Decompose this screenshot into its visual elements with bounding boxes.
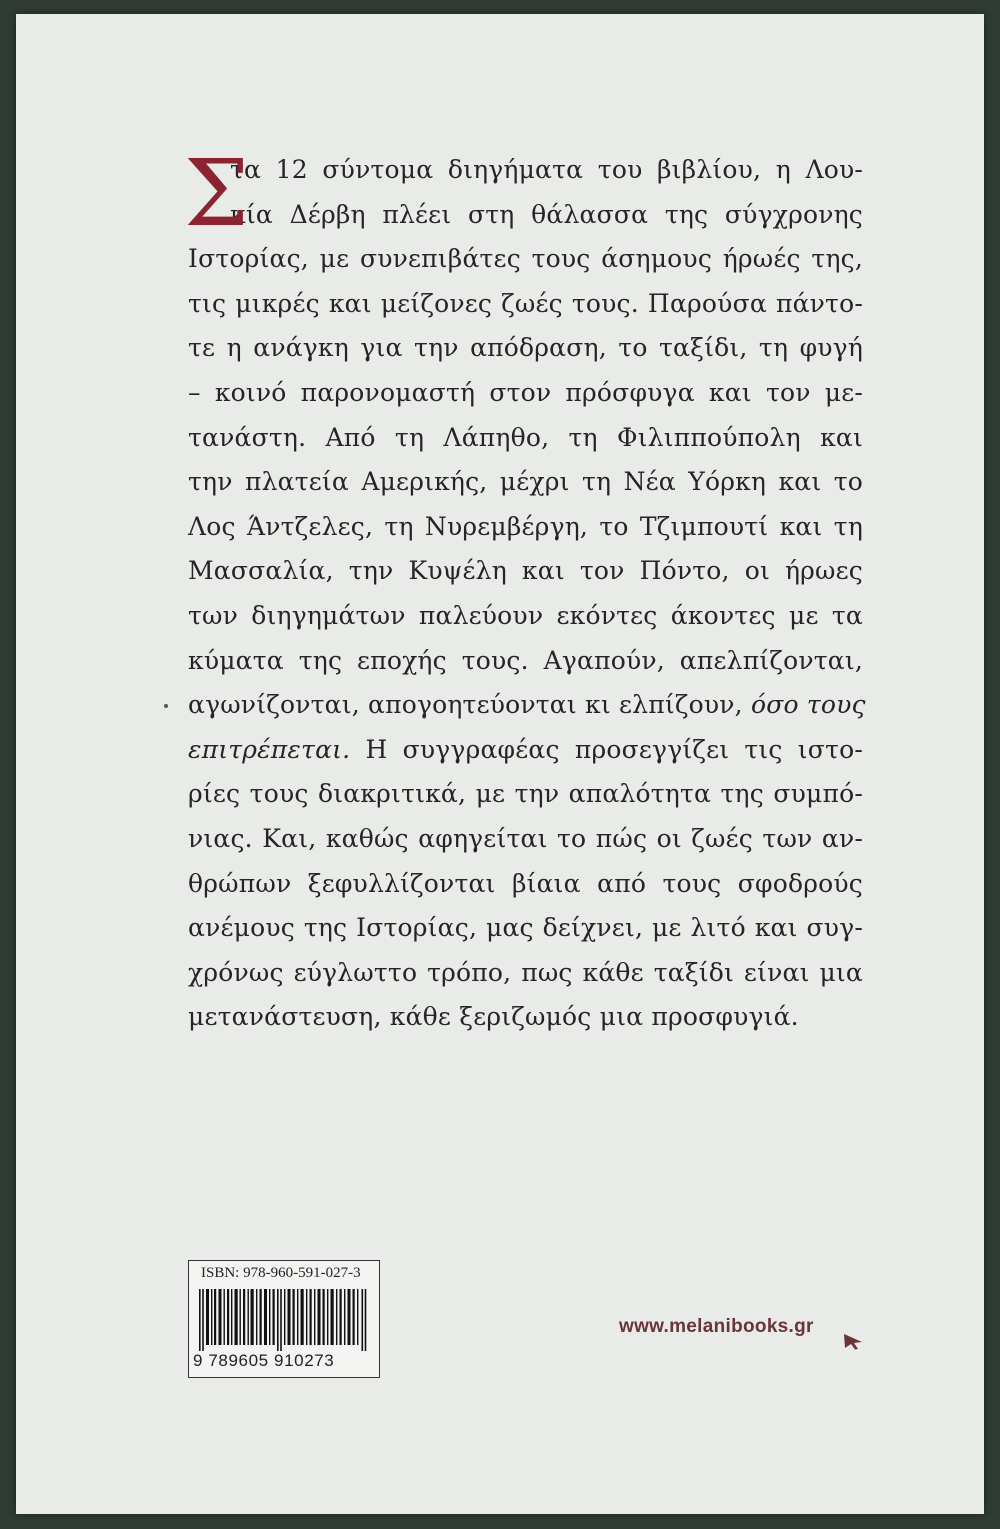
- blurb-line: των διηγημάτων παλεύουν εκόντες άκοντες με τα: [188, 600, 863, 630]
- blurb-text-normal: αγωνίζονται, απογοητεύονται κι ελπίζουν,: [188, 690, 751, 720]
- isbn-label: ISBN: 978-960-591-027-3: [201, 1265, 361, 1281]
- blurb-line: [188, 728, 863, 773]
- barcode-icon: [199, 1289, 367, 1351]
- blurb-line: Μασσαλία, την Κυψέλη και τον Πόντο, οι ήρωες: [188, 556, 863, 586]
- blurb-line: χρόνως εύγλωττο τρόπο, πως κάθε ταξίδι είναι μια: [188, 957, 863, 987]
- blurb-text: [184, 140, 866, 1040]
- blurb-line: Λος Άντζελες, τη Νυρεμβέργη, το Τζιμπουτί και τη: [188, 511, 863, 541]
- blurb-line: ρίες τους διακριτικά, με την απαλότητα της συμπό-: [188, 779, 863, 809]
- blurb-line: θρώπων ξεφυλλίζονται βίαια από τους σφοδρούς: [188, 868, 863, 898]
- blurb-line: ανέμους της Ιστορίας, μας δείχνει, με λιτό και συγ-: [188, 913, 863, 943]
- blurb-line: τανάστη. Από τη Λάπηθο, τη Φιλιππούπολη και: [188, 422, 863, 452]
- blurb-line: τε η ανάγκη για την απόδραση, το ταξίδι, τη φυγή: [188, 333, 863, 363]
- blurb-line: τα 12 σύντομα διηγήματα του βιβλίου, η Λου-: [230, 155, 863, 184]
- book-back-cover: [16, 14, 984, 1514]
- paper-speck: [164, 704, 168, 708]
- arrow-logo-icon: [842, 1332, 864, 1350]
- dropcap-letter: Σ: [184, 140, 250, 247]
- publisher-website: www.melanibooks.gr: [619, 1316, 814, 1337]
- blurb-text-normal: Η συγγραφέας προσεγγίζει τις ιστο-: [350, 734, 863, 764]
- blurb-text-italic: επιτρέπεται.: [188, 734, 351, 764]
- blurb-line: την πλατεία Αμερικής, μέχρι τη Νέα Υόρκη και το: [188, 467, 863, 497]
- isbn-digits: 9 789605 910273: [193, 1351, 335, 1370]
- isbn-barcode-box: [188, 1260, 380, 1378]
- blurb-line: κία Δέρβη πλέει στη θάλασσα της σύγχρονης: [230, 199, 863, 229]
- blurb-line: κύματα της εποχής τους. Αγαπούν, απελπίζονται,: [188, 645, 863, 675]
- blurb-line: τις μικρές και μείζονες ζωές τους. Παρούσα πάντο-: [188, 288, 863, 318]
- blurb-line: [188, 683, 866, 728]
- blurb-line: Ιστορίας, με συνεπιβάτες τους άσημους ήρωές της,: [188, 244, 863, 274]
- blurb-line: νιας. Και, καθώς αφηγείται το πώς οι ζωές των αν-: [188, 823, 863, 853]
- blurb-line: – κοινό παρονομαστή στον πρόσφυγα και τον με-: [188, 377, 863, 407]
- blurb-text-italic: όσο τους: [750, 690, 866, 720]
- blurb-line: μετανάστευση, κάθε ξεριζωμός μια προσφυγιά.: [188, 1002, 799, 1032]
